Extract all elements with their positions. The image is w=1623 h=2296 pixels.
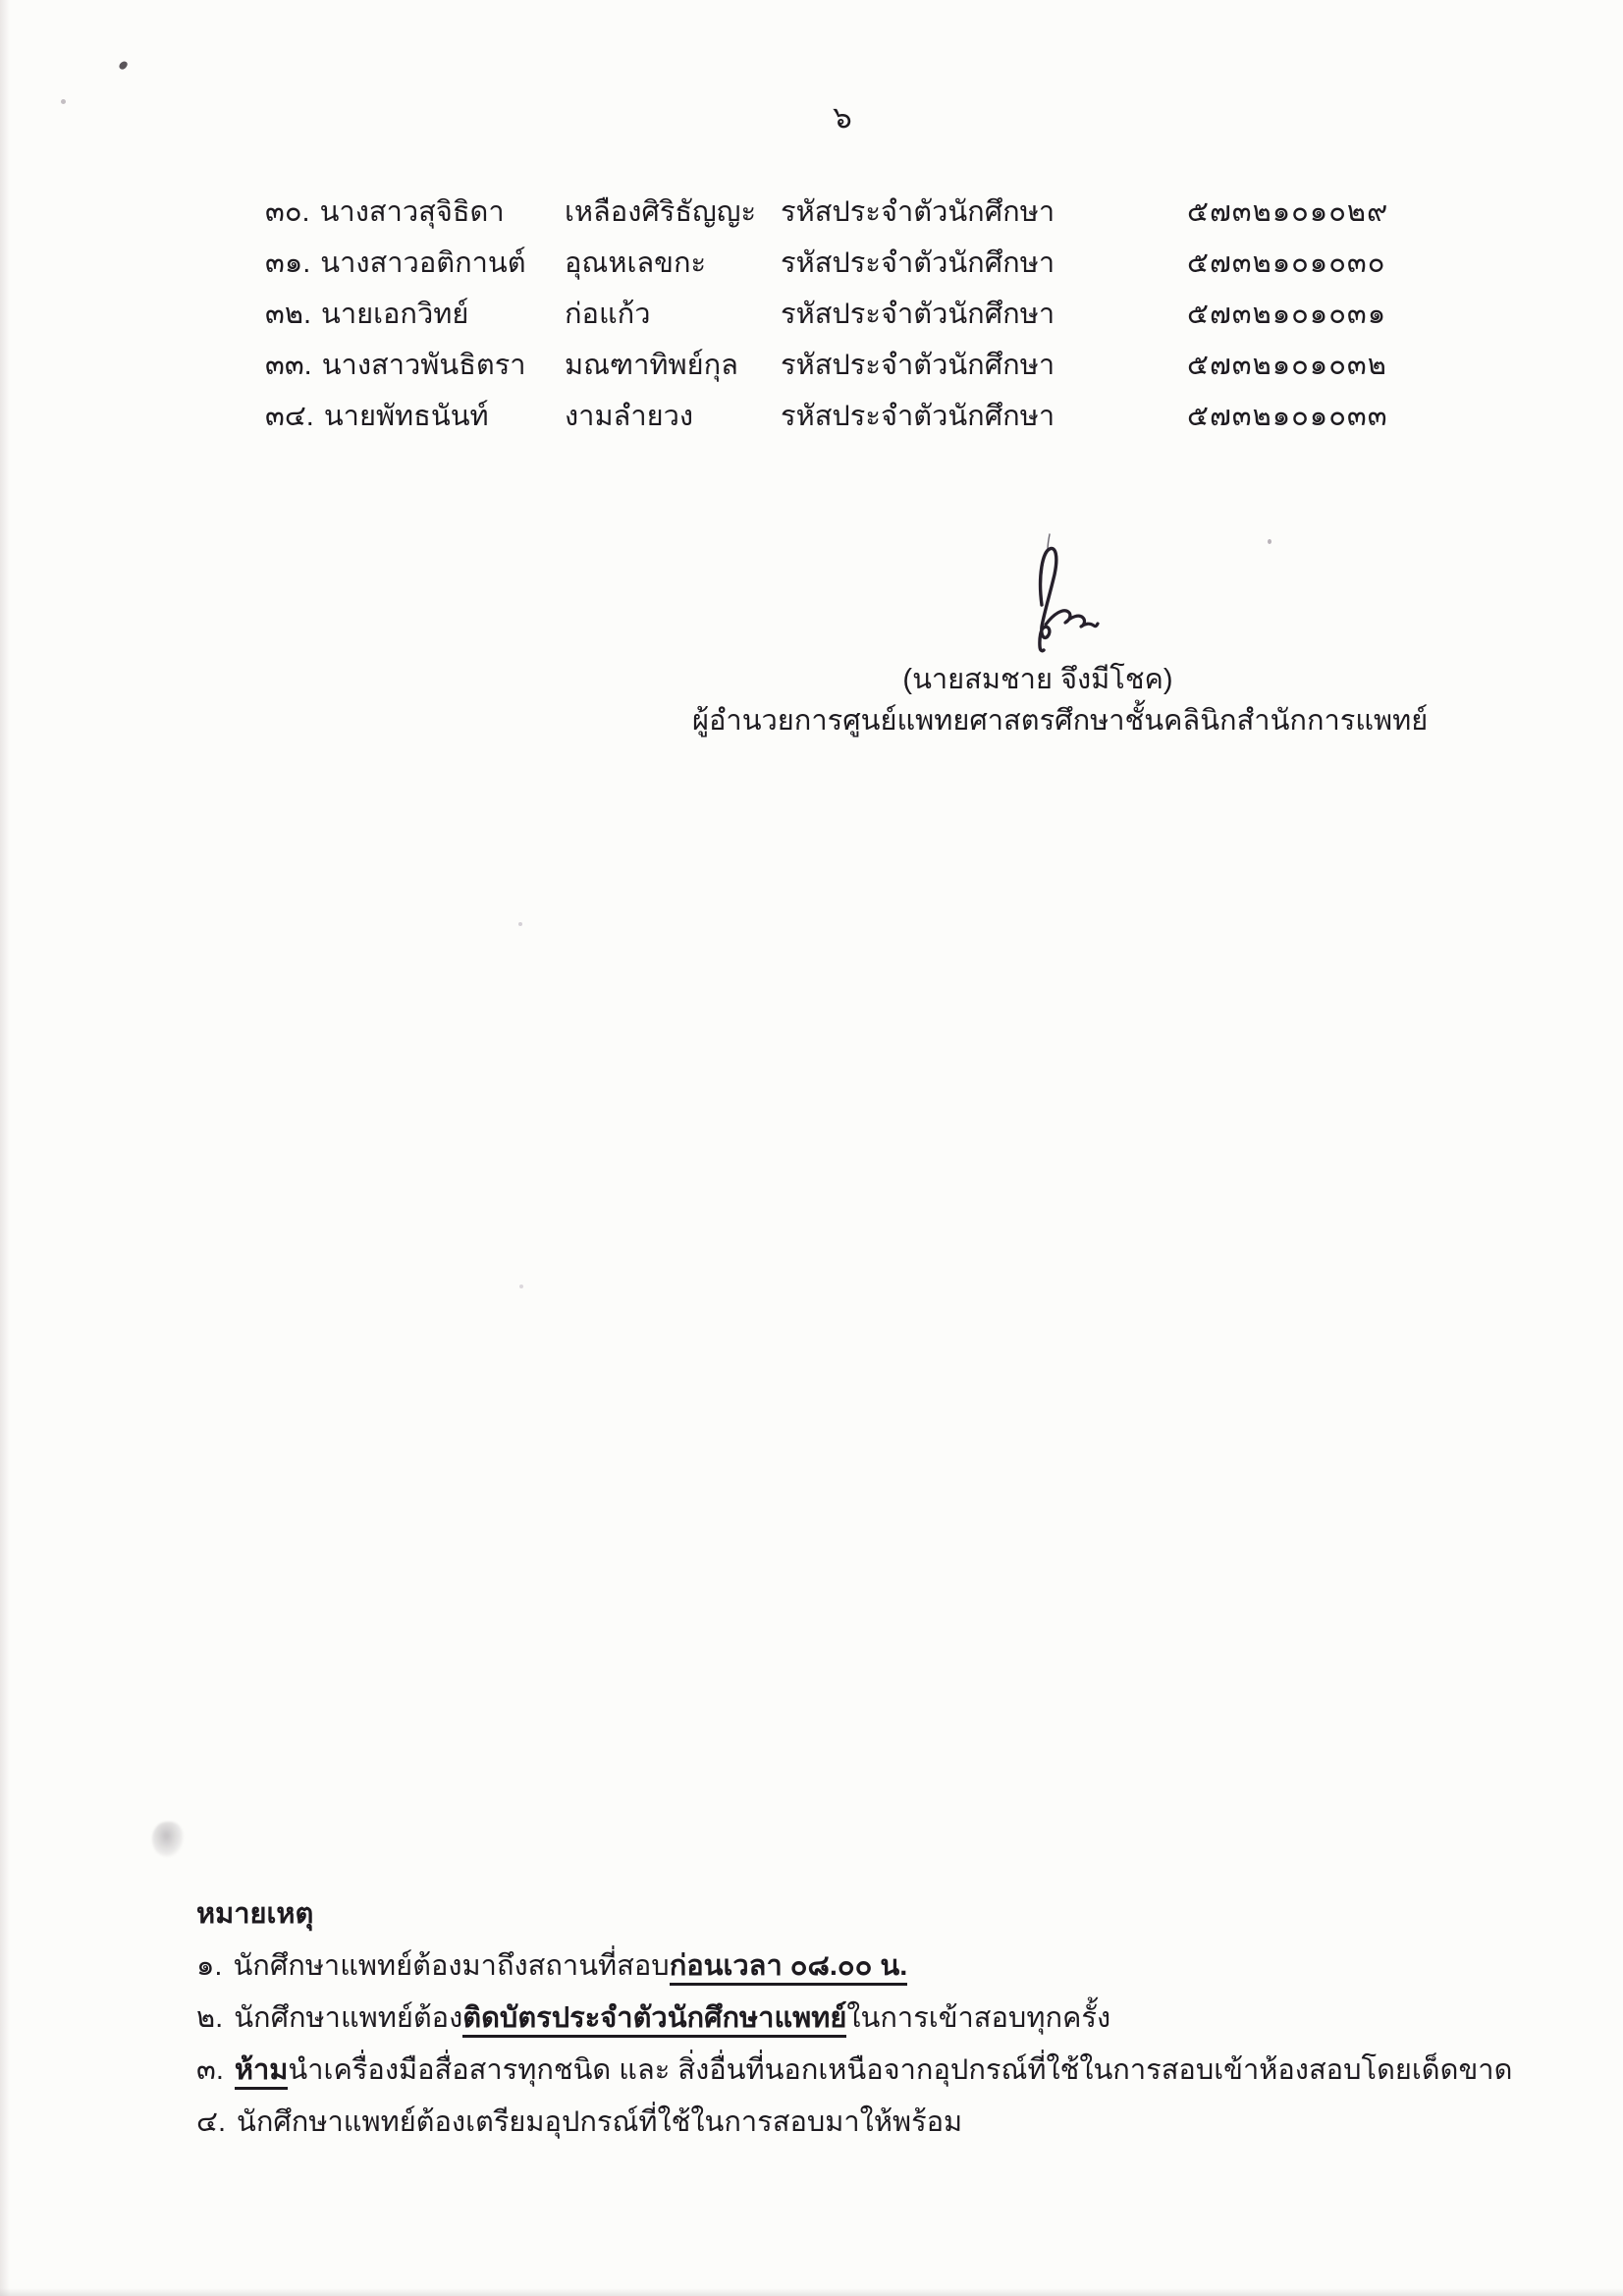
- student-id-value: ๕๗๓๒๑๐๑๐๓๒: [1187, 350, 1387, 381]
- student-id-value: ๕๗๓๒๑๐๑๐๓๐: [1187, 247, 1386, 279]
- student-number-and-name: [265, 187, 505, 238]
- note-item: [196, 1941, 1584, 1993]
- note-segment: นักศึกษาแพทย์ต้องเตรียมอุปกรณ์ที่ใช้ในการสอบมาให้พร้อม: [237, 2106, 963, 2138]
- page-number: ๖: [833, 100, 852, 135]
- scan-speck: [518, 922, 522, 926]
- scan-speck: [118, 60, 129, 71]
- student-number-and-name: [265, 289, 468, 340]
- student-number: ๓๔.: [265, 401, 314, 432]
- note-segment-emphasized: ห้าม: [235, 2054, 289, 2090]
- student-number: ๓๑.: [265, 247, 311, 279]
- student-name: นางสาวสุจิธิดา: [319, 196, 505, 228]
- student-name: นางสาวพันธิตรา: [321, 350, 526, 381]
- note-text: [233, 1950, 907, 1986]
- note-segment-emphasized: ก่อนเวลา ๐๘.๐๐ น.: [670, 1950, 908, 1986]
- student-row: [0, 289, 1623, 340]
- signatory-title: ผู้อำนวยการศูนย์แพทยศาสตรศึกษาชั้นคลินิกสำนักการแพทย์: [692, 705, 1429, 737]
- notes-list: [196, 1941, 1584, 2149]
- note-text: [235, 2054, 1513, 2090]
- note-number: ๒.: [196, 2002, 224, 2034]
- student-row: [0, 238, 1623, 289]
- scan-speck: [1268, 539, 1271, 544]
- student-surname: มณฑาทิพย์กุล: [565, 350, 738, 381]
- student-id-label: รหัสประจำตัวนักศึกษา: [781, 247, 1055, 279]
- note-segment: นักศึกษาแพทย์ต้องมาถึงสถานที่สอบ: [233, 1950, 670, 1982]
- student-number: ๓๒.: [265, 299, 311, 330]
- student-surname: งามลำยวง: [565, 401, 694, 432]
- student-row: [0, 391, 1623, 442]
- note-item: [196, 2045, 1584, 2097]
- student-number: ๓๓.: [265, 350, 312, 381]
- note-text: [237, 2106, 962, 2138]
- note-text: [234, 2002, 1110, 2038]
- student-name: นายพัทธนันท์: [323, 401, 489, 432]
- student-surname: ก่อแก้ว: [565, 299, 651, 330]
- note-number: ๑.: [196, 1950, 223, 1982]
- student-id-label: รหัสประจำตัวนักศึกษา: [781, 401, 1055, 432]
- student-number-and-name: [265, 238, 526, 289]
- note-segment: นำเครื่องมือสื่อสารทุกชนิด และ สิ่งอื่นที่นอกเหนือจากอุปกรณ์ที่ใช้ในการสอบเข้าห้องสอบโดยเด็ดขาด: [288, 2054, 1513, 2086]
- note-number: ๔.: [196, 2106, 227, 2138]
- note-item: [196, 2097, 1584, 2149]
- note-number: ๓.: [196, 2054, 224, 2086]
- signature-ink: [1017, 532, 1104, 660]
- student-row: [0, 187, 1623, 238]
- student-id-value: ๕๗๓๒๑๐๑๐๓๓: [1187, 401, 1388, 432]
- student-id-label: รหัสประจำตัวนักศึกษา: [781, 196, 1055, 228]
- scan-speck: [61, 99, 66, 104]
- note-segment-emphasized: ติดบัตรประจำตัวนักศึกษาแพทย์: [462, 2002, 846, 2038]
- student-list: [0, 187, 1623, 442]
- scan-speck: [519, 1285, 523, 1288]
- signatory-name: (นายสมชาย จึงมีโชค): [902, 664, 1173, 695]
- student-surname: อุณหเลขกะ: [565, 247, 707, 279]
- student-id-value: ๕๗๓๒๑๐๑๐๒๙: [1187, 196, 1389, 228]
- student-id-label: รหัสประจำตัวนักศึกษา: [781, 350, 1055, 381]
- note-item: [196, 1993, 1584, 2045]
- student-id-value: ๕๗๓๒๑๐๑๐๓๑: [1187, 299, 1387, 330]
- student-row: [0, 340, 1623, 391]
- student-name: นายเอกวิทย์: [321, 299, 469, 330]
- scan-smudge: [152, 1822, 184, 1857]
- student-number-and-name: [265, 391, 489, 442]
- note-segment: นักศึกษาแพทย์ต้อง: [234, 2002, 463, 2034]
- student-number-and-name: [265, 340, 526, 391]
- note-segment: ในการเข้าสอบทุกครั้ง: [846, 2002, 1111, 2034]
- student-number: ๓๐.: [265, 196, 310, 228]
- student-id-label: รหัสประจำตัวนักศึกษา: [781, 299, 1055, 330]
- student-surname: เหลืองศิริธัญญะ: [565, 196, 757, 228]
- notes-section: [196, 1887, 1584, 2149]
- student-name: นางสาวอติกานต์: [320, 247, 526, 279]
- notes-heading: หมายเหตุ: [196, 1898, 314, 1930]
